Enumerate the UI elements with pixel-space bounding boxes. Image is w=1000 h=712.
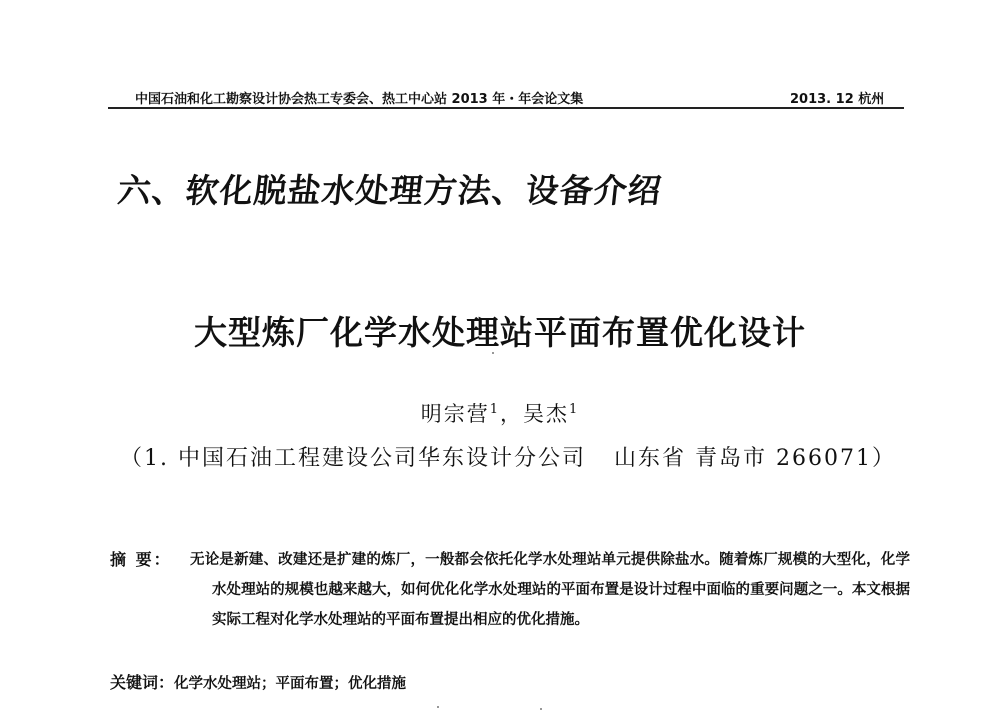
author-line xyxy=(0,398,1000,428)
scan-speck xyxy=(437,706,439,708)
author-affiliation-mark: 1 xyxy=(569,402,580,417)
affiliation-close: ） xyxy=(871,446,896,471)
affiliation-organization: 中国石油工程建设公司华东设计分公司 xyxy=(177,446,586,471)
author-affiliation-mark: 1 xyxy=(489,402,500,417)
abstract-text: 无论是新建、改建还是扩建的炼厂，一般都会依托化学水处理站单元提供除盐水。随着炼厂规模的大型化，化学水处理站的规模也越来越大，如何优化化学水处理站的平面布置是设计过程中面临的重要问题之一。本文根据实际工程对化学水处理站的平面布置提出相应的优化措施。 xyxy=(190,551,910,628)
abstract-label: 摘 要： xyxy=(110,550,172,569)
keywords xyxy=(110,670,406,693)
author-separator: ， xyxy=(500,402,523,426)
header-date-location: 2013. 12 杭州 xyxy=(790,92,885,107)
keywords-text: 化学水处理站；平面布置；优化措施 xyxy=(174,675,407,692)
affiliation-open: （1. xyxy=(120,446,178,471)
keywords-label: 关键词： xyxy=(110,673,175,692)
scan-speck xyxy=(540,708,542,710)
author-name: 明宗营 xyxy=(420,402,490,426)
affiliation-line xyxy=(120,441,896,472)
abstract xyxy=(110,545,910,635)
scan-speck xyxy=(492,352,494,354)
header-proceedings-title: 中国石油和化工勘察设计协会热工专委会、热工中心站 2013 年・年会论文集 xyxy=(135,92,584,107)
author-name: 吴杰 xyxy=(523,402,569,426)
paper-title: 大型炼厂化学水处理站平面布置优化设计 xyxy=(194,313,806,352)
header-rule xyxy=(108,107,904,109)
section-heading: 六、软化脱盐水处理方法、设备介绍 xyxy=(115,171,664,210)
affiliation-location: 山东省 青岛市 266071 xyxy=(614,446,872,471)
